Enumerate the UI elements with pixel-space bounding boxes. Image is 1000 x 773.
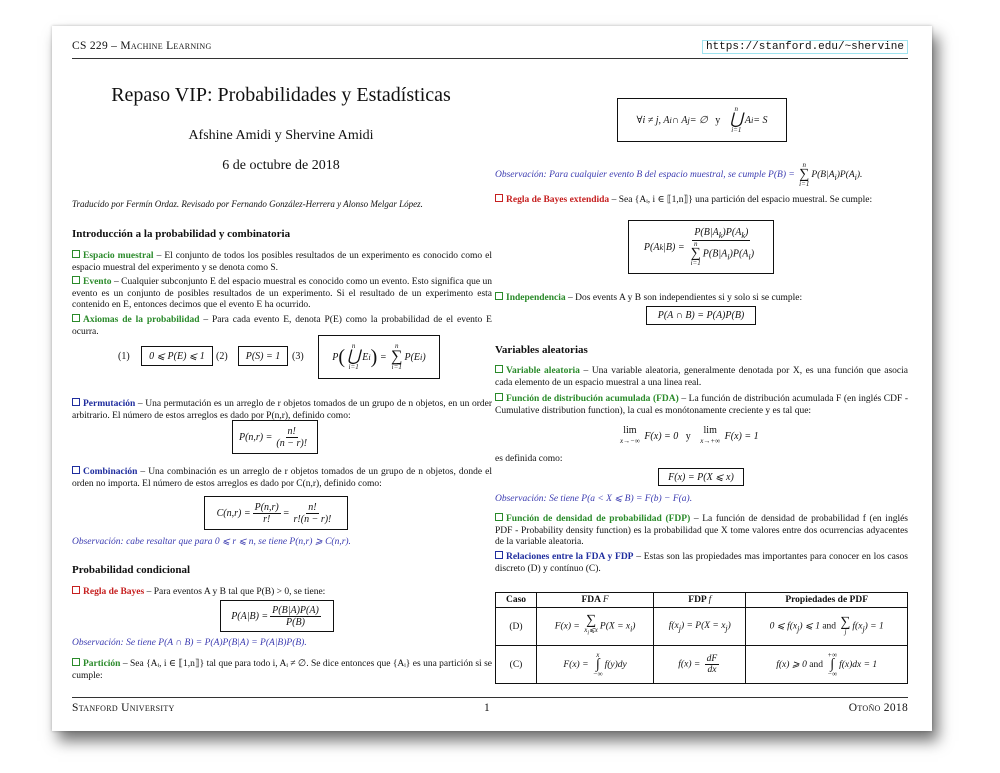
author-url-link[interactable]: https://stanford.edu/~shervine: [702, 40, 908, 54]
para-permutacion: Permutación – Una permutación es un arreglo de r objetos tomados de un grupo de n objetos, en un order arbitrario. El número de estos arreglos es dado por P(n,r), definido como:: [72, 399, 492, 421]
square-bullet-icon: [495, 393, 503, 401]
axiom-1-formula: 0 ⩽ P(E) ⩽ 1: [141, 346, 213, 366]
table-cell: 0 ⩽ $f(x_j)$ ⩽ 1 and ∑ j $f(x_j) = 1$: [746, 608, 908, 646]
para-bayes: Regla de Bayes – Para eventos A y B tal que P(B) > 0, se tiene:: [72, 586, 492, 599]
square-bullet-icon: [495, 292, 503, 300]
doc-authors: Afshine Amidi y Shervine Amidi: [188, 128, 374, 143]
para-bayes-extendida: Regla de Bayes extendida – Sea {Aᵢ, i ∈ ⟦1,n⟧} una partición del espacio muestral. Se cumple:: [495, 194, 908, 207]
para-variable-aleatoria: Variable aleatoria – Una variable aleatoria, generalmente denotada por X, es una función que asocia cada elemento de un espacio muestral a una linea real.: [495, 366, 909, 388]
para-particion: Partición – Sea {Aᵢ, i ∈ ⟦1,n⟧} tal que para todo i, Aᵢ ≠ ∅. Se dice entonces que {Aᵢ} es una partición si se cumple:: [72, 659, 492, 681]
header-rule: [72, 58, 908, 59]
axiom-3-formula: P ( n ⋃ i=1 E i ) = n ∑ i=1 P(E i ): [318, 335, 440, 379]
square-bullet-icon: [72, 314, 80, 322]
bayes-formula: P(A|B) = $\frac{P(B|A)P(A)}{P(B)}$: [220, 600, 334, 632]
text-es-definida: es definida como:: [495, 454, 563, 464]
para-independencia: Independencia – Dos events A y B son independientes si y solo si se cumple:: [495, 292, 908, 305]
translation-credit: Traducido por Fermín Ordaz. Revisado por Fernando González-Herrera y Alonso Melgar López.: [72, 199, 423, 209]
table-header-cell: Propiedades de PDF: [746, 593, 908, 608]
table-cell: F(x) = x ∫ −∞ f(y)dy: [537, 646, 654, 684]
espacio-term: Espacio muestral: [72, 251, 154, 261]
combination-formula: C(n,r) = $\frac{P(n,r)}{r!}$ = $\frac{n!}{r!(n - r)!}$: [204, 496, 348, 530]
para-relaciones: Relaciones entre la FDA y FDP – Estas son las propiedades mas importantes para conocer en los casos discreto (D) y contínuo (C).: [495, 552, 908, 574]
axiom-label-1: (1): [118, 351, 130, 362]
partition-formula: ∀i ≠ j, A i ∩ A j = ∅ y n ⋃ i=1 A i = S: [617, 98, 787, 142]
table-header-cell: Caso: [496, 593, 537, 608]
para-evento: Evento – Cualquier subconjunto E del espacio muestral es conocido como un evento. Esto significa que un evento es un conjunto de posibles resultados de un experimento. Si el resultado de un experimento esta contenido en E, entonces decimos que el evento E ha ocurrido.: [72, 277, 492, 310]
para-fda: Función de distribución acumulada (FDA) – La función de distribución acumulada F (en inglés CDF - Cumulative distribution function), la cual es monótonamente creciente y es tal que:: [495, 394, 908, 416]
square-bullet-icon: [72, 250, 80, 258]
table-cell: f(x) = $\frac{dF}{dx}$: [654, 646, 746, 684]
footer-term: Otoño 2018: [848, 702, 908, 714]
table-cell: f(x) ⩾ 0 and +∞ ∫ −∞ f(x)dx = 1: [746, 646, 908, 684]
para-fdp: Función de densidad de probabilidad (FDP) – La función de densidad de probabilidad f (en inglés PDF - Probability density function) es la probabilidad que X tome valores entre dos ocurrencias adyacentes de la variable aleatoria.: [495, 514, 908, 547]
fda-limits-formula: lim x→−∞ F(x) = 0 y lim x→+∞ F(x) = 1: [620, 425, 759, 445]
section-heading-intro: Introducción a la probabilidad y combinatoria: [72, 228, 291, 240]
square-bullet-icon: [495, 194, 503, 202]
fda-fdp-table: [495, 592, 908, 684]
table-row: [496, 646, 908, 684]
obs-fda: Observación: Se tiene P(a < X ⩽ B) = F(b) − F(a).: [495, 494, 693, 504]
square-bullet-icon: [72, 398, 80, 406]
table-header-cell: FDP f: [654, 593, 746, 608]
table-header-row: [496, 593, 908, 608]
doc-title: Repaso VIP: Probabilidades y Estadísticas: [111, 84, 451, 106]
table-cell: $f(x_j) = P(X = x_j)$: [654, 608, 746, 646]
para-espacio: Espacio muestral – El conjunto de todos los posibles resultados de un experimento es conocido como el espacio muestral del experimento y se denota como S.: [72, 251, 492, 273]
doc-date: 6 de octubre de 2018: [222, 158, 340, 173]
para-combinacion: Combinación – Una combinación es un arreglo de r objetos tomados de un grupo de n objetos, donde el orden no importa. El número de estos arreglos es dado por C(n,r), definido como:: [72, 467, 492, 489]
square-bullet-icon: [72, 658, 80, 666]
section-heading-random-vars: Variables aleatorias: [495, 344, 588, 356]
para-axiomas: Axiomas de la probabilidad – Para cada evento E, denota P(E) como la probabilidad de el evento E ocurra.: [72, 315, 492, 337]
square-bullet-icon: [495, 513, 503, 521]
independence-formula: P(A ∩ B) = P(A)P(B): [646, 306, 756, 325]
table-cell: F(x) = ∑ $x_i⩽x$ $P(X = x_i)$: [537, 608, 654, 646]
axiom-2-formula: P(S) = 1: [238, 346, 288, 366]
document-page: [52, 26, 932, 731]
axiom-label-3: (3): [292, 351, 304, 362]
table-cell: (C): [496, 646, 537, 684]
square-bullet-icon: [495, 551, 503, 559]
section-heading-conditional: Probabilidad condicional: [72, 564, 191, 576]
square-bullet-icon: [72, 586, 80, 594]
permutation-formula: P(n,r) = $\frac{n!}{(n - r)!}$: [232, 420, 318, 454]
footer-rule: [72, 697, 908, 698]
obs-combinacion: Observación: cabe resaltar que para 0 ⩽ r ⩽ n, se tiene P(n,r) ⩾ C(n,r).: [72, 537, 351, 547]
footer-page-number: 1: [484, 702, 490, 714]
bayes-extended-formula: P(A k |B) = $P(B|A_k)P(A_k)$ n ∑ i=1 $P(B|A_i)P(A_i)$: [628, 220, 774, 274]
axiom-label-2: (2): [216, 351, 228, 362]
table-cell: (D): [496, 608, 537, 646]
footer-university: Stanford University: [72, 702, 175, 714]
obs-bayes: Observación: Se tiene P(A ∩ B) = P(A)P(B|A) = P(A|B)P(B).: [72, 638, 307, 648]
course-header: CS 229 – Machine Learning: [72, 40, 212, 52]
square-bullet-icon: [72, 466, 80, 474]
square-bullet-icon: [72, 276, 80, 284]
fda-definition-formula: F(x) = P(X ⩽ x): [658, 468, 744, 486]
square-bullet-icon: [495, 365, 503, 373]
table-header-cell: FDA F: [537, 593, 654, 608]
table-row: [496, 608, 908, 646]
obs-total-probability: Observación: Para cualquier evento B del espacio muestral, se cumple P(B) = n ∑ i=1 $P(B|A_i)P(A_i)$.: [495, 161, 863, 188]
